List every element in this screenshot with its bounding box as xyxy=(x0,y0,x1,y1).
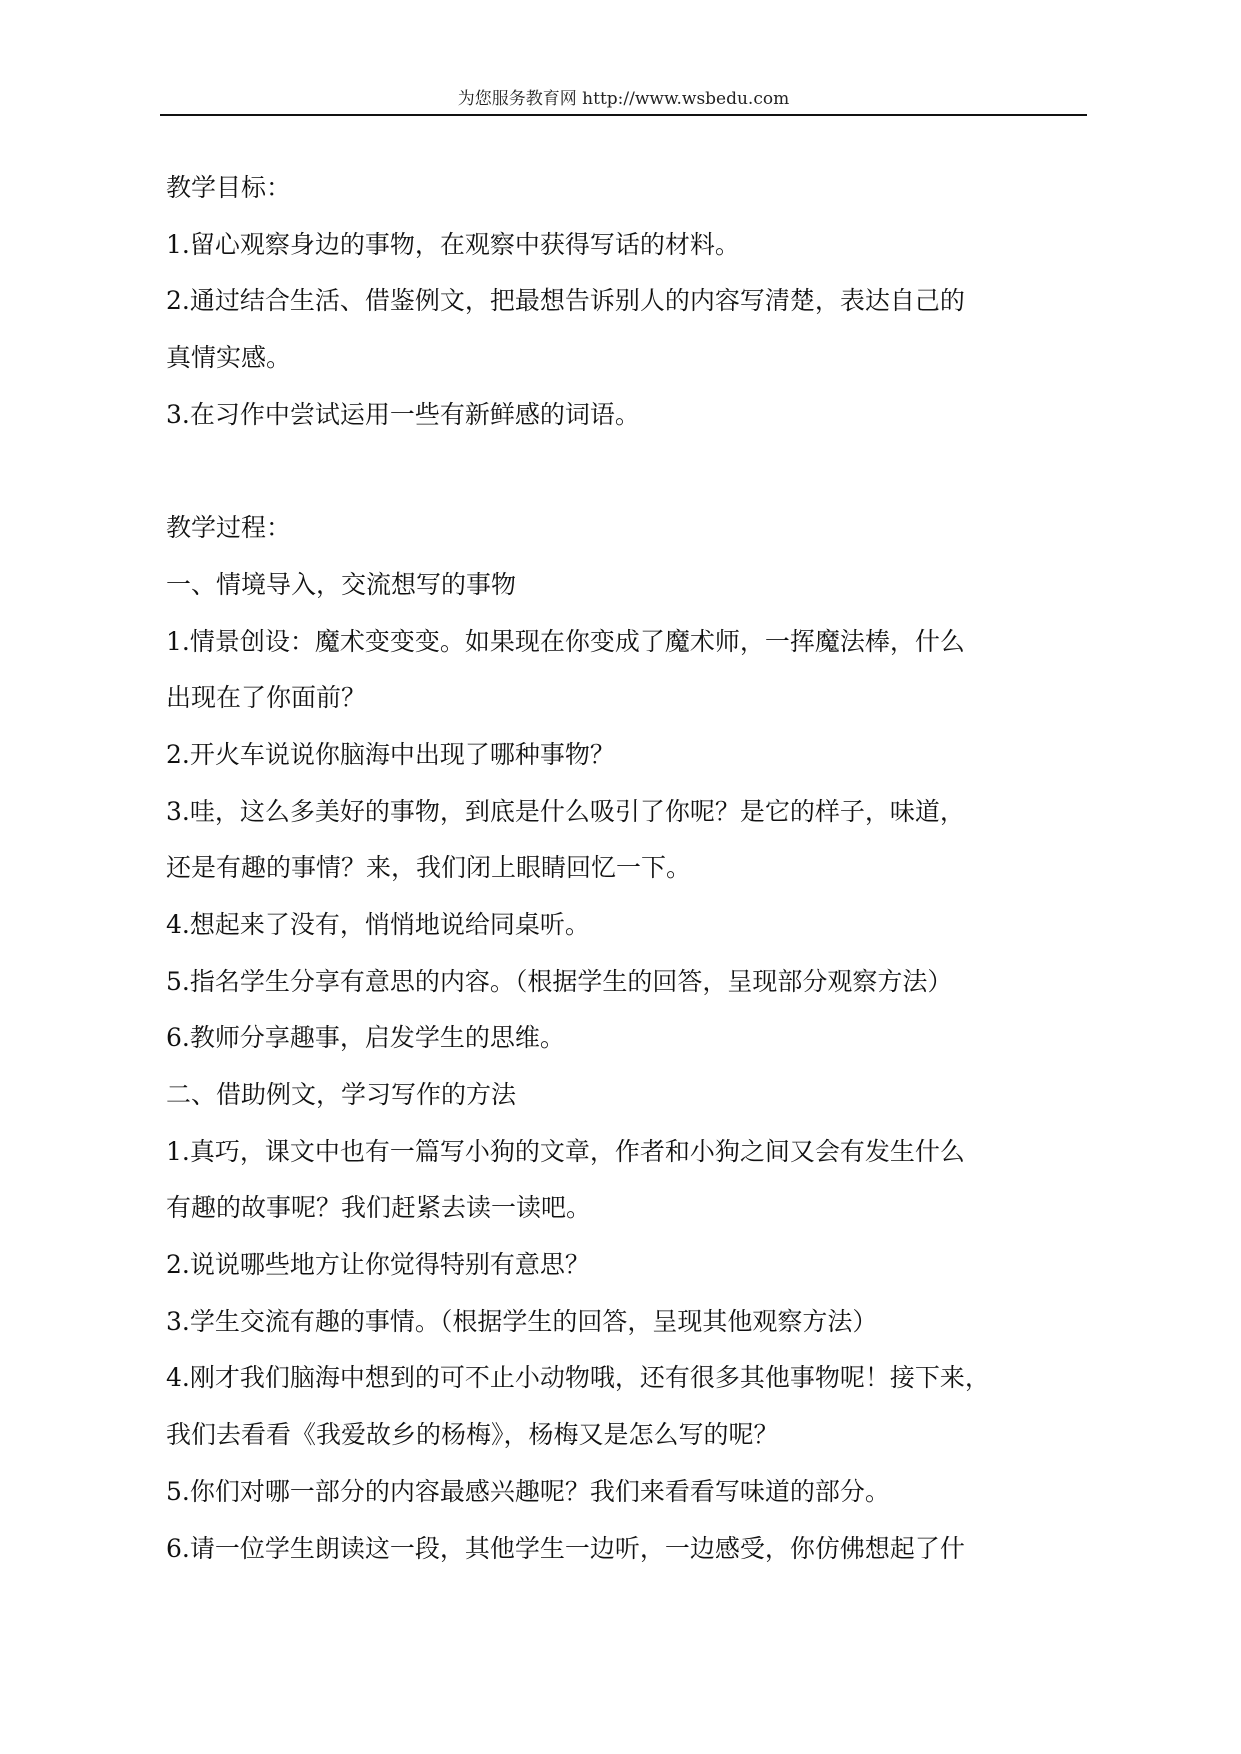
goal-line: 3.在习作中尝试运用一些有新鲜感的词语。 xyxy=(166,399,640,429)
part2-heading: 二、借助例文，学习写作的方法 xyxy=(166,1080,517,1109)
part2-line: 6.请一位学生朗读这一段，其他学生一边听，一边感受，你仿佛想起了什 xyxy=(166,1533,965,1563)
header-rule xyxy=(160,114,1087,116)
part1-line: 6.教师分享趣事，启发学生的思维。 xyxy=(166,1023,565,1053)
part2-line: 3.学生交流有趣的事情。（根据学生的回答，呈现其他观察方法） xyxy=(166,1306,878,1336)
part1-line: 1.情景创设：魔术变变变。如果现在你变成了魔术师，一挥魔法棒，什么 xyxy=(166,626,965,656)
part2-line: 我们去看看《我爱故乡的杨梅》，杨梅又是怎么写的呢？ xyxy=(166,1420,779,1450)
part2-line: 有趣的故事呢？我们赶紧去读一读吧。 xyxy=(166,1193,592,1223)
part1-heading: 一、情境导入，交流想写的事物 xyxy=(166,569,517,599)
part1-line: 4.想起来了没有，悄悄地说给同桌听。 xyxy=(166,909,590,939)
goal-line: 真情实感。 xyxy=(166,343,292,373)
part2-line: 2.说说哪些地方让你觉得特别有意思？ xyxy=(166,1250,590,1280)
page-header: 为您服务教育网 http://www.wsbedu.com xyxy=(457,89,790,109)
paragraph-gap xyxy=(166,443,1086,500)
goal-line: 1.留心观察身边的事物，在观察中获得写话的材料。 xyxy=(166,229,740,259)
process-title: 教学过程： xyxy=(166,513,292,543)
part1-line: 还是有趣的事情？来，我们闭上眼睛回忆一下。 xyxy=(166,853,692,883)
document-body xyxy=(166,160,1086,1577)
goals-title: 教学目标： xyxy=(166,173,292,202)
goal-line: 2.通过结合生活、借鉴例文，把最想告诉别人的内容写清楚，表达自己的 xyxy=(166,286,965,316)
part1-line: 出现在了你面前？ xyxy=(166,683,367,713)
part2-line: 1.真巧，课文中也有一篇写小狗的文章，作者和小狗之间又会有发生什么 xyxy=(166,1136,965,1166)
part2-line: 4.刚才我们脑海中想到的可不止小动物哦，还有很多其他事物呢！接下来， xyxy=(166,1363,990,1393)
part2-line: 5.你们对哪一部分的内容最感兴趣呢？我们来看看写味道的部分。 xyxy=(166,1476,890,1506)
part1-line: 5.指名学生分享有意思的内容。（根据学生的回答，呈现部分观察方法） xyxy=(166,966,953,996)
part1-line: 3.哇，这么多美好的事物，到底是什么吸引了你呢？是它的样子，味道， xyxy=(166,796,965,826)
part1-line: 2.开火车说说你脑海中出现了哪种事物？ xyxy=(166,739,615,769)
